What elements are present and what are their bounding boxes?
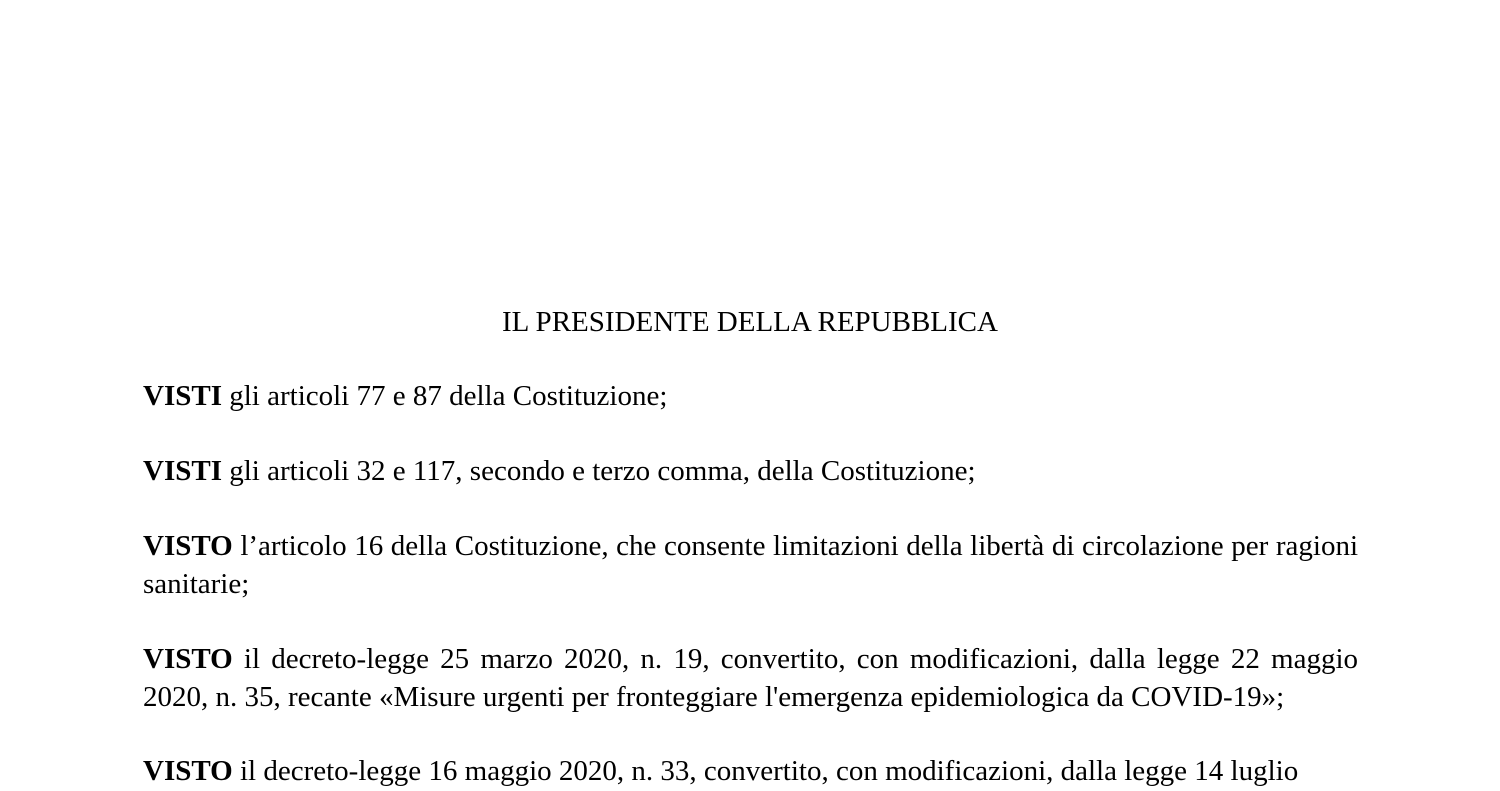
paragraph-keyword: VISTI — [143, 380, 222, 412]
paragraph-keyword: VISTI — [143, 455, 222, 487]
paragraph-text: il decreto-legge 25 marzo 2020, n. 19, convertito, con modificazioni, dalla legge 22 maggio 2020, n. 35, recante «Misure urgenti per fronteggiare l'emergenza epidemiologica da COVID-19»; — [143, 643, 1358, 713]
document-heading: IL PRESIDENTE DELLA REPUBBLICA — [502, 306, 998, 338]
paragraph-keyword: VISTO — [143, 643, 233, 675]
paragraph-keyword: VISTO — [143, 755, 233, 787]
paragraph-text: gli articoli 32 e 117, secondo e terzo comma, della Costituzione; — [229, 455, 976, 487]
paragraph-text: l’articolo 16 della Costituzione, che consente limitazioni della libertà di circolazione per ragioni sanitarie; — [143, 530, 1359, 600]
preamble-paragraph — [143, 378, 1358, 416]
paragraph-text: il decreto-legge 16 maggio 2020, n. 33, convertito, con modificazioni, dalla legge 14 luglio — [239, 755, 1299, 787]
preamble-paragraph — [143, 453, 1358, 491]
preamble-paragraph — [143, 641, 1358, 716]
preamble-paragraph — [143, 528, 1358, 603]
paragraph-text: gli articoli 77 e 87 della Costituzione; — [229, 380, 668, 412]
paragraph-keyword: VISTO — [143, 530, 233, 562]
